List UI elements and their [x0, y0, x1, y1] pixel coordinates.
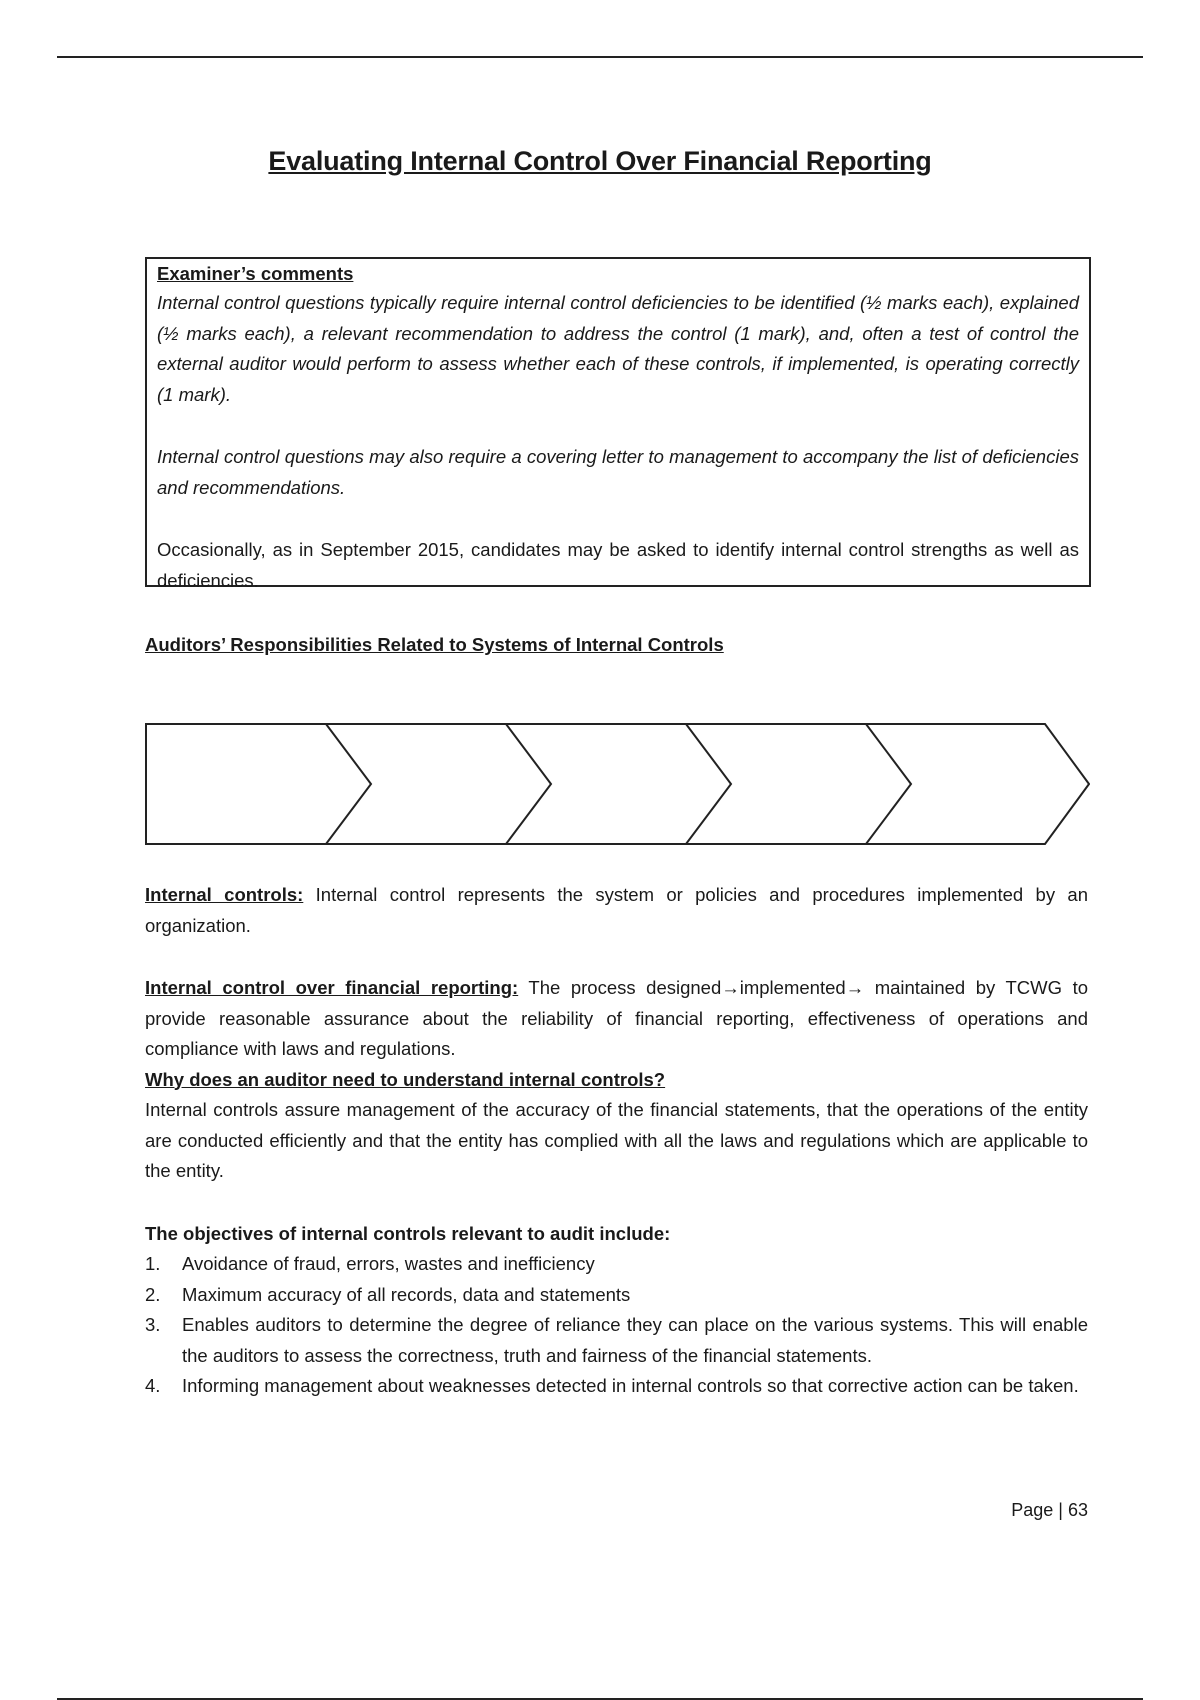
icfr-definition: [145, 973, 1088, 1065]
objectives-list: [145, 1249, 1088, 1402]
objective-text: Maximum accuracy of all records, data and statements: [182, 1283, 631, 1305]
header-rule: [57, 56, 1143, 58]
internal-controls-term: Internal controls:: [145, 884, 304, 905]
icfr-term: Internal control over financial reporting:: [145, 977, 519, 998]
objective-item: [145, 1249, 1088, 1280]
examiner-paragraph-2: Internal control questions may also require a covering letter to management to accompany the list of deficiencies and recommendations.: [157, 446, 1079, 498]
responsibilities-heading: Auditors’ Responsibilities Related to Systems of Internal Controls: [145, 634, 724, 655]
why-understand-text: Internal controls assure management of the accuracy of the financial statements, that the operations of the entity are conducted efficiently and that the entity has complied with all the laws and regulations which are applicable to the entity.: [145, 1099, 1088, 1181]
chevron-segment-divider-3: [686, 724, 911, 844]
objective-number: 4.: [145, 1375, 161, 1396]
page-title: Evaluating Internal Control Over Financial Reporting: [268, 146, 932, 176]
page-number: Page | 63: [1011, 1500, 1088, 1520]
objectives-heading: The objectives of internal controls relevant to audit include:: [145, 1222, 671, 1244]
why-understand-heading: Why does an auditor need to understand internal controls?: [145, 1068, 666, 1090]
objective-text: Avoidance of fraud, errors, wastes and inefficiency: [182, 1253, 595, 1274]
definitions-section: [145, 880, 1088, 1402]
objective-number: 1.: [145, 1253, 161, 1274]
objective-number: 2.: [145, 1283, 161, 1305]
internal-controls-text: Internal control represents the system or policies and procedures implemented by an organization.: [145, 884, 1088, 936]
examiner-paragraph-3: Occasionally, as in September 2015, candidates may be asked to identify internal control strengths as well as deficiencies.: [157, 539, 1079, 591]
chevron-segment-divider-2: [506, 724, 731, 844]
icfr-text: The process designed→implemented→ maintained by TCWG to provide reasonable assurance about the reliability of financial reporting, effectiveness of operations and compliance with laws and regulations.: [145, 977, 1088, 1059]
objective-item: [145, 1280, 1088, 1311]
objective-number: 3.: [145, 1314, 161, 1335]
responsibilities-section: [145, 630, 1088, 661]
objective-item: [145, 1371, 1088, 1402]
internal-controls-definition: [145, 880, 1088, 941]
objective-item: [145, 1310, 1088, 1371]
examiner-comments-box: [145, 257, 1091, 591]
chevron-segment-divider-1: [326, 724, 551, 844]
chevron-segment-divider-4: [866, 724, 1089, 844]
examiner-paragraph-1: Internal control questions typically require internal control deficiencies to be identified (½ marks each), explained (½ marks each), a relevant recommendation to address the control (1 mark), and, often a test of control the external auditor would perform to assess whether each of these controls, if implemented, is operating correctly (1 mark).: [157, 292, 1079, 405]
process-chevron-diagram: [145, 723, 1090, 845]
objective-text: Informing management about weaknesses detected in internal controls so that corrective action can be taken.: [182, 1375, 1079, 1396]
objective-text: Enables auditors to determine the degree of reliance they can place on the various systems. This will enable the auditors to assess the correctness, truth and fairness of the financial statements.: [182, 1314, 1088, 1366]
chevron-outline: [146, 724, 371, 844]
examiner-comments-heading: Examiner’s comments: [157, 263, 354, 284]
